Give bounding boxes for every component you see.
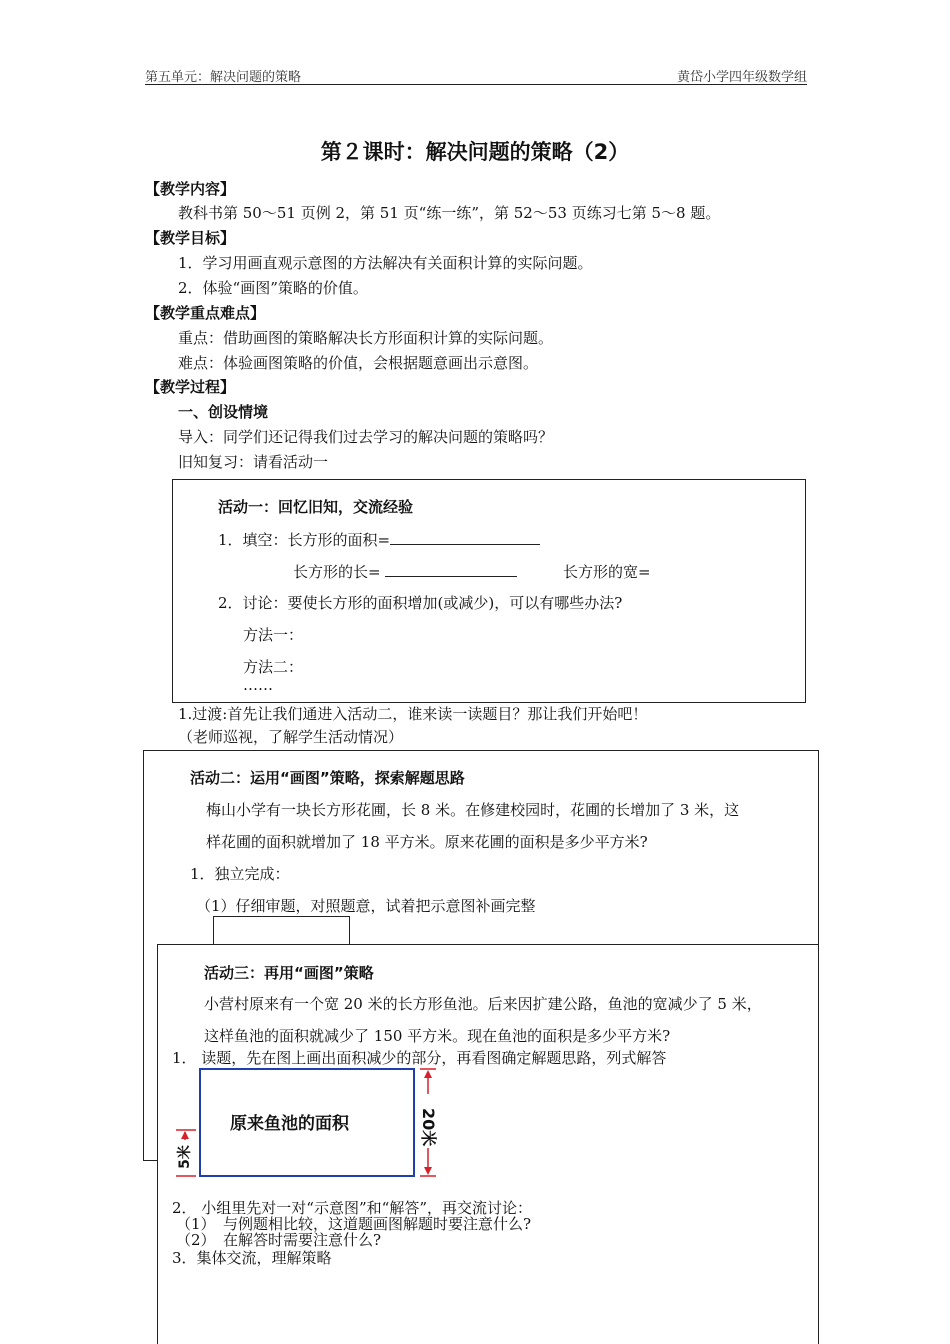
content-text: 教科书第 50～51 页例 2，第 51 页“练一练”，第 52～53 页练习七第 5～8 题。 bbox=[178, 204, 721, 222]
pond-label: 原来鱼池的面积 bbox=[230, 1114, 349, 1134]
length-blank[interactable] bbox=[385, 576, 517, 577]
activity-2-sketch-rect[interactable] bbox=[213, 916, 350, 946]
method-2: 方法二： bbox=[243, 658, 304, 676]
header-rule bbox=[145, 84, 807, 85]
method-1: 方法一： bbox=[243, 626, 304, 644]
fill-length bbox=[293, 561, 517, 582]
activity-2-step-1-1: （1）仔细审题，对照题意，试着把示意图补画完整 bbox=[196, 897, 536, 915]
dim-reduce-label: 5米 bbox=[177, 1145, 193, 1169]
goal-1: 1．学习用画直观示意图的方法解决有关面积计算的实际问题。 bbox=[178, 254, 593, 272]
difficult-point: 难点：体验画图策略的价值，会根据题意画出示意图。 bbox=[178, 354, 539, 372]
method-dots: …… bbox=[243, 676, 273, 694]
transition-line-1: 1.过渡:首先让我们通进入活动二，谁来读一读题目？那让我们开始吧！ bbox=[178, 705, 648, 723]
fill-width-label: 长方形的宽= bbox=[563, 563, 651, 581]
activity-3-title: 活动三：再用“画图”策略 bbox=[204, 964, 374, 982]
fish-pond-figure bbox=[170, 1064, 450, 1184]
activity-3-question-1: （1） 与例题相比较，这道题画图解题时要注意什么? bbox=[176, 1215, 532, 1233]
key-point: 重点：借助画图的策略解决长方形面积计算的实际问题。 bbox=[178, 329, 554, 347]
activity-1-title: 活动一：回忆旧知，交流经验 bbox=[218, 498, 414, 516]
key-heading: 【教学重点难点】 bbox=[145, 304, 266, 322]
fill-area bbox=[218, 529, 540, 550]
area-blank[interactable] bbox=[390, 544, 540, 545]
goals-heading: 【教学目标】 bbox=[145, 229, 236, 247]
activity-3-step-3: 3．集体交流，理解策略 bbox=[172, 1249, 332, 1267]
review-text: 旧知复习：请看活动一 bbox=[178, 453, 329, 471]
goal-2: 2．体验“画图”策略的价值。 bbox=[178, 279, 368, 297]
header-right: 黄岱小学四年级数学组 bbox=[676, 70, 807, 85]
activity-3-step-2: 2． 小组里先对一对“示意图”和“解答”，再交流讨论： bbox=[172, 1199, 532, 1217]
activity-3-question-2: （2） 在解答时需要注意什么? bbox=[176, 1231, 382, 1249]
page-title: 第２课时：解决问题的策略（2） bbox=[320, 140, 630, 164]
activity-3-problem-1: 小营村原来有一个宽 20 米的长方形鱼池。后来因扩建公路，鱼池的宽减少了 5 米， bbox=[204, 995, 762, 1013]
activity-2-problem-1: 梅山小学有一块长方形花圃，长 8 米。在修建校园时，花圃的长增加了 3 米，这 bbox=[206, 801, 740, 819]
transition-line-2: （老师巡视，了解学生活动情况） bbox=[178, 728, 404, 746]
dim-width-label: 20米 bbox=[419, 1108, 438, 1147]
content-heading: 【教学内容】 bbox=[145, 180, 236, 198]
activity-2-problem-2: 样花圃的面积就增加了 18 平方米。原来花圃的面积是多少平方米? bbox=[206, 833, 648, 851]
fill-area-label: 1．填空：长方形的面积= bbox=[218, 531, 391, 549]
activity-2-title: 活动二：运用“画图”策略，探索解题思路 bbox=[190, 769, 465, 787]
header-left: 第五单元：解决问题的策略 bbox=[145, 70, 302, 85]
intro-text: 导入：同学们还记得我们过去学习的解决问题的策略吗？ bbox=[178, 428, 554, 446]
activity-3-problem-2: 这样鱼池的面积就减少了 150 平方米。现在鱼池的面积是多少平方米? bbox=[204, 1027, 671, 1045]
discuss-text: 2．讨论：要使长方形的面积增加(或减少)，可以有哪些办法? bbox=[218, 594, 623, 612]
step-1-heading: 一、创设情境 bbox=[178, 403, 269, 421]
process-heading: 【教学过程】 bbox=[145, 378, 236, 396]
fill-length-label: 长方形的长= bbox=[293, 563, 381, 581]
activity-3-step-1: 1． 读题，先在图上画出面积减少的部分，再看图确定解题思路，列式解答 bbox=[172, 1049, 667, 1067]
activity-2-step-1: 1．独立完成： bbox=[190, 865, 290, 883]
